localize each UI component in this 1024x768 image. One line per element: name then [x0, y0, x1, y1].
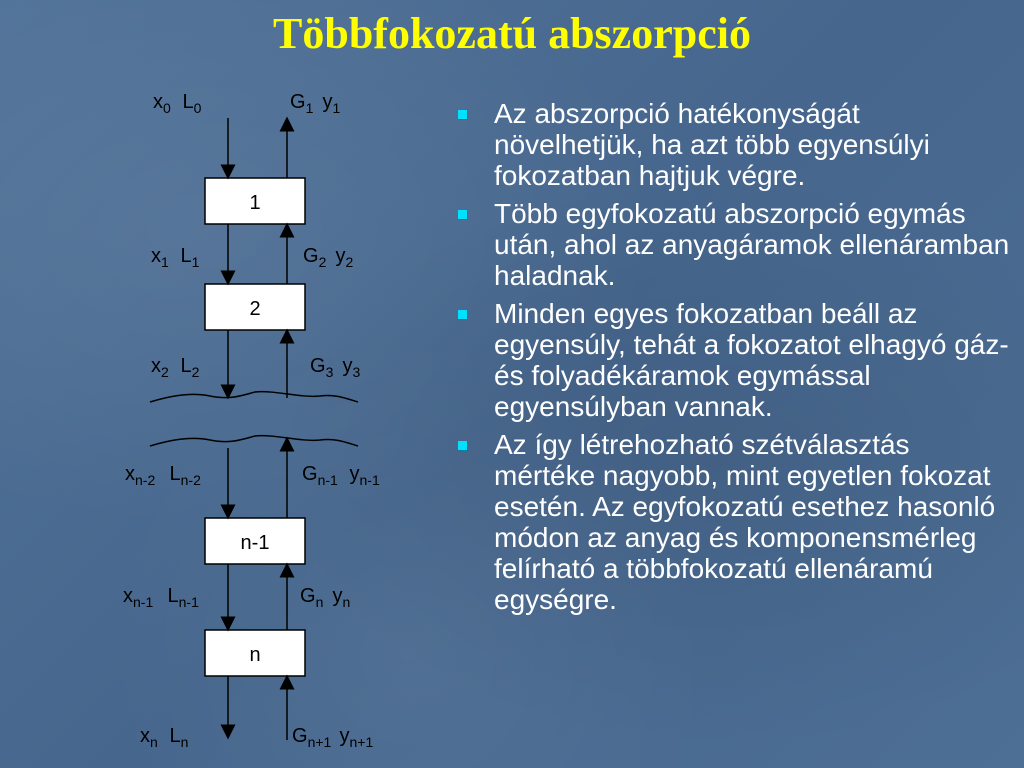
gas-composition-label-symbol: y [332, 585, 343, 607]
gas-composition-label [323, 91, 341, 116]
gas-flow-label-symbol: G [300, 585, 316, 607]
stage-box-1 [205, 178, 305, 224]
liquid-composition-label-symbol: x [151, 245, 161, 267]
square-bullet-icon [458, 210, 467, 219]
gas-flow-label-symbol: G [302, 463, 318, 485]
liquid-composition-label [125, 463, 155, 488]
bullet-item [456, 198, 1016, 291]
liquid-composition-label [151, 245, 169, 270]
gas-flow-label [300, 585, 323, 610]
gas-flow-label-subscript: n [315, 594, 324, 610]
gas-composition-label-symbol: y [339, 725, 350, 747]
gas-composition-label [343, 355, 361, 380]
gas-flow-label-subscript: n-1 [317, 472, 338, 488]
bullet-item [456, 298, 1016, 422]
liquid-flow-label-subscript: n-1 [178, 594, 199, 610]
multistage-absorption-diagram [0, 0, 460, 768]
gas-flow-label [303, 245, 327, 270]
liquid-flow-label [181, 355, 200, 380]
liquid-composition-label-subscript: 2 [161, 364, 169, 380]
square-bullet-icon [458, 310, 467, 319]
liquid-composition-label-subscript: n-2 [135, 472, 156, 488]
liquid-flow-label-subscript: n [180, 734, 189, 750]
liquid-flow-label-subscript: 1 [191, 254, 200, 270]
stage-box-2 [205, 284, 305, 330]
gas-composition-label-symbol: y [342, 355, 353, 377]
bullet-item [456, 98, 1016, 191]
liquid-flow-label-symbol: L [180, 245, 192, 267]
gas-flow-label-symbol: G [303, 245, 319, 267]
liquid-flow-label-symbol: L [180, 355, 192, 377]
liquid-flow-label-symbol: L [169, 725, 181, 747]
break-line-lower [150, 436, 358, 446]
gas-composition-label-subscript: 3 [352, 364, 361, 380]
gas-composition-label-symbol: y [322, 91, 333, 113]
gas-composition-label [333, 585, 351, 610]
gas-flow-label [290, 91, 314, 116]
liquid-composition-label-symbol: x [123, 585, 133, 607]
stage-box-n [205, 630, 305, 676]
liquid-composition-label-subscript: 0 [163, 100, 171, 116]
liquid-flow-label [170, 725, 189, 750]
gas-composition-label [350, 463, 380, 488]
gas-composition-label-subscript: n-1 [359, 472, 380, 488]
gas-flow-label-symbol: G [290, 91, 306, 113]
break-line-upper [150, 392, 358, 402]
gas-composition-label [340, 725, 374, 750]
liquid-flow-label [181, 245, 200, 270]
liquid-flow-label-subscript: 2 [191, 364, 200, 380]
liquid-flow-label-subscript: 0 [193, 100, 202, 116]
stage-box-n-1 [205, 518, 305, 564]
bullet-text: Az abszorpció hatékonyságát növelhetjük, ha azt több egyensúlyi fokozatban hajtjuk végre. [494, 98, 930, 191]
bullet-text: Az így létrehozható szétválasztás mértéke nagyobb, mint egyetlen fokozat esetén. Az egyfokozatú esethez hasonló módon az anyag és komponensmérleg felírható a többfokozatú ellenáramú egységre. [494, 429, 996, 615]
gas-flow-label-symbol: G [292, 725, 308, 747]
liquid-flow-label [183, 91, 202, 116]
gas-flow-label [302, 463, 338, 488]
liquid-flow-label [170, 463, 202, 488]
gas-flow-label [292, 725, 332, 750]
gas-composition-label-subscript: n+1 [349, 734, 374, 750]
liquid-composition-label [123, 585, 153, 610]
gas-composition-label-subscript: 1 [332, 100, 341, 116]
bullet-item [456, 429, 1016, 615]
slide-title: Többfokozatú abszorpció [273, 9, 751, 58]
liquid-composition-label-subscript: n [150, 734, 158, 750]
liquid-flow-label-symbol: L [169, 463, 181, 485]
square-bullet-icon [458, 441, 467, 450]
gas-flow-label-subscript: 1 [305, 100, 314, 116]
bullet-text: Több egyfokozatú abszorpció egymás után, ahol az anyagáramok ellenáramban haladnak. [494, 198, 1010, 291]
gas-flow-label-subscript: 2 [318, 254, 327, 270]
gas-flow-label-subscript: 3 [325, 364, 334, 380]
liquid-composition-label-symbol: x [151, 355, 161, 377]
liquid-composition-label [153, 91, 171, 116]
bullet-text: Minden egyes fokozatban beáll az egyensúly, tehát a fokozatot elhagyó gáz- és folyadékáramok egymással egyensúlyban vannak. [494, 298, 1009, 422]
stage-label-n: n [249, 644, 261, 666]
stage-label-2: 2 [249, 298, 261, 320]
liquid-composition-label [140, 725, 158, 750]
gas-flow-label-subscript: n+1 [307, 734, 332, 750]
liquid-composition-label [151, 355, 169, 380]
liquid-flow-label-subscript: n-2 [180, 472, 201, 488]
gas-flow-label-symbol: G [310, 355, 326, 377]
liquid-composition-label-symbol: x [153, 91, 163, 113]
gas-flow-label [310, 355, 334, 380]
liquid-composition-label-symbol: x [140, 725, 150, 747]
liquid-composition-label-symbol: x [125, 463, 135, 485]
gas-composition-label-symbol: y [335, 245, 346, 267]
liquid-composition-label-subscript: 1 [161, 254, 169, 270]
square-bullet-icon [458, 110, 467, 119]
stage-label-1: 1 [249, 192, 261, 214]
liquid-flow-label [168, 585, 200, 610]
liquid-flow-label-symbol: L [182, 91, 194, 113]
gas-composition-label-symbol: y [349, 463, 360, 485]
liquid-composition-label-subscript: n-1 [133, 594, 154, 610]
gas-composition-label-subscript: 2 [345, 254, 354, 270]
liquid-flow-label-symbol: L [167, 585, 179, 607]
bullet-list [456, 98, 1016, 622]
gas-composition-label-subscript: n [342, 594, 351, 610]
stage-label-n-1: n-1 [240, 532, 270, 554]
gas-composition-label [336, 245, 354, 270]
